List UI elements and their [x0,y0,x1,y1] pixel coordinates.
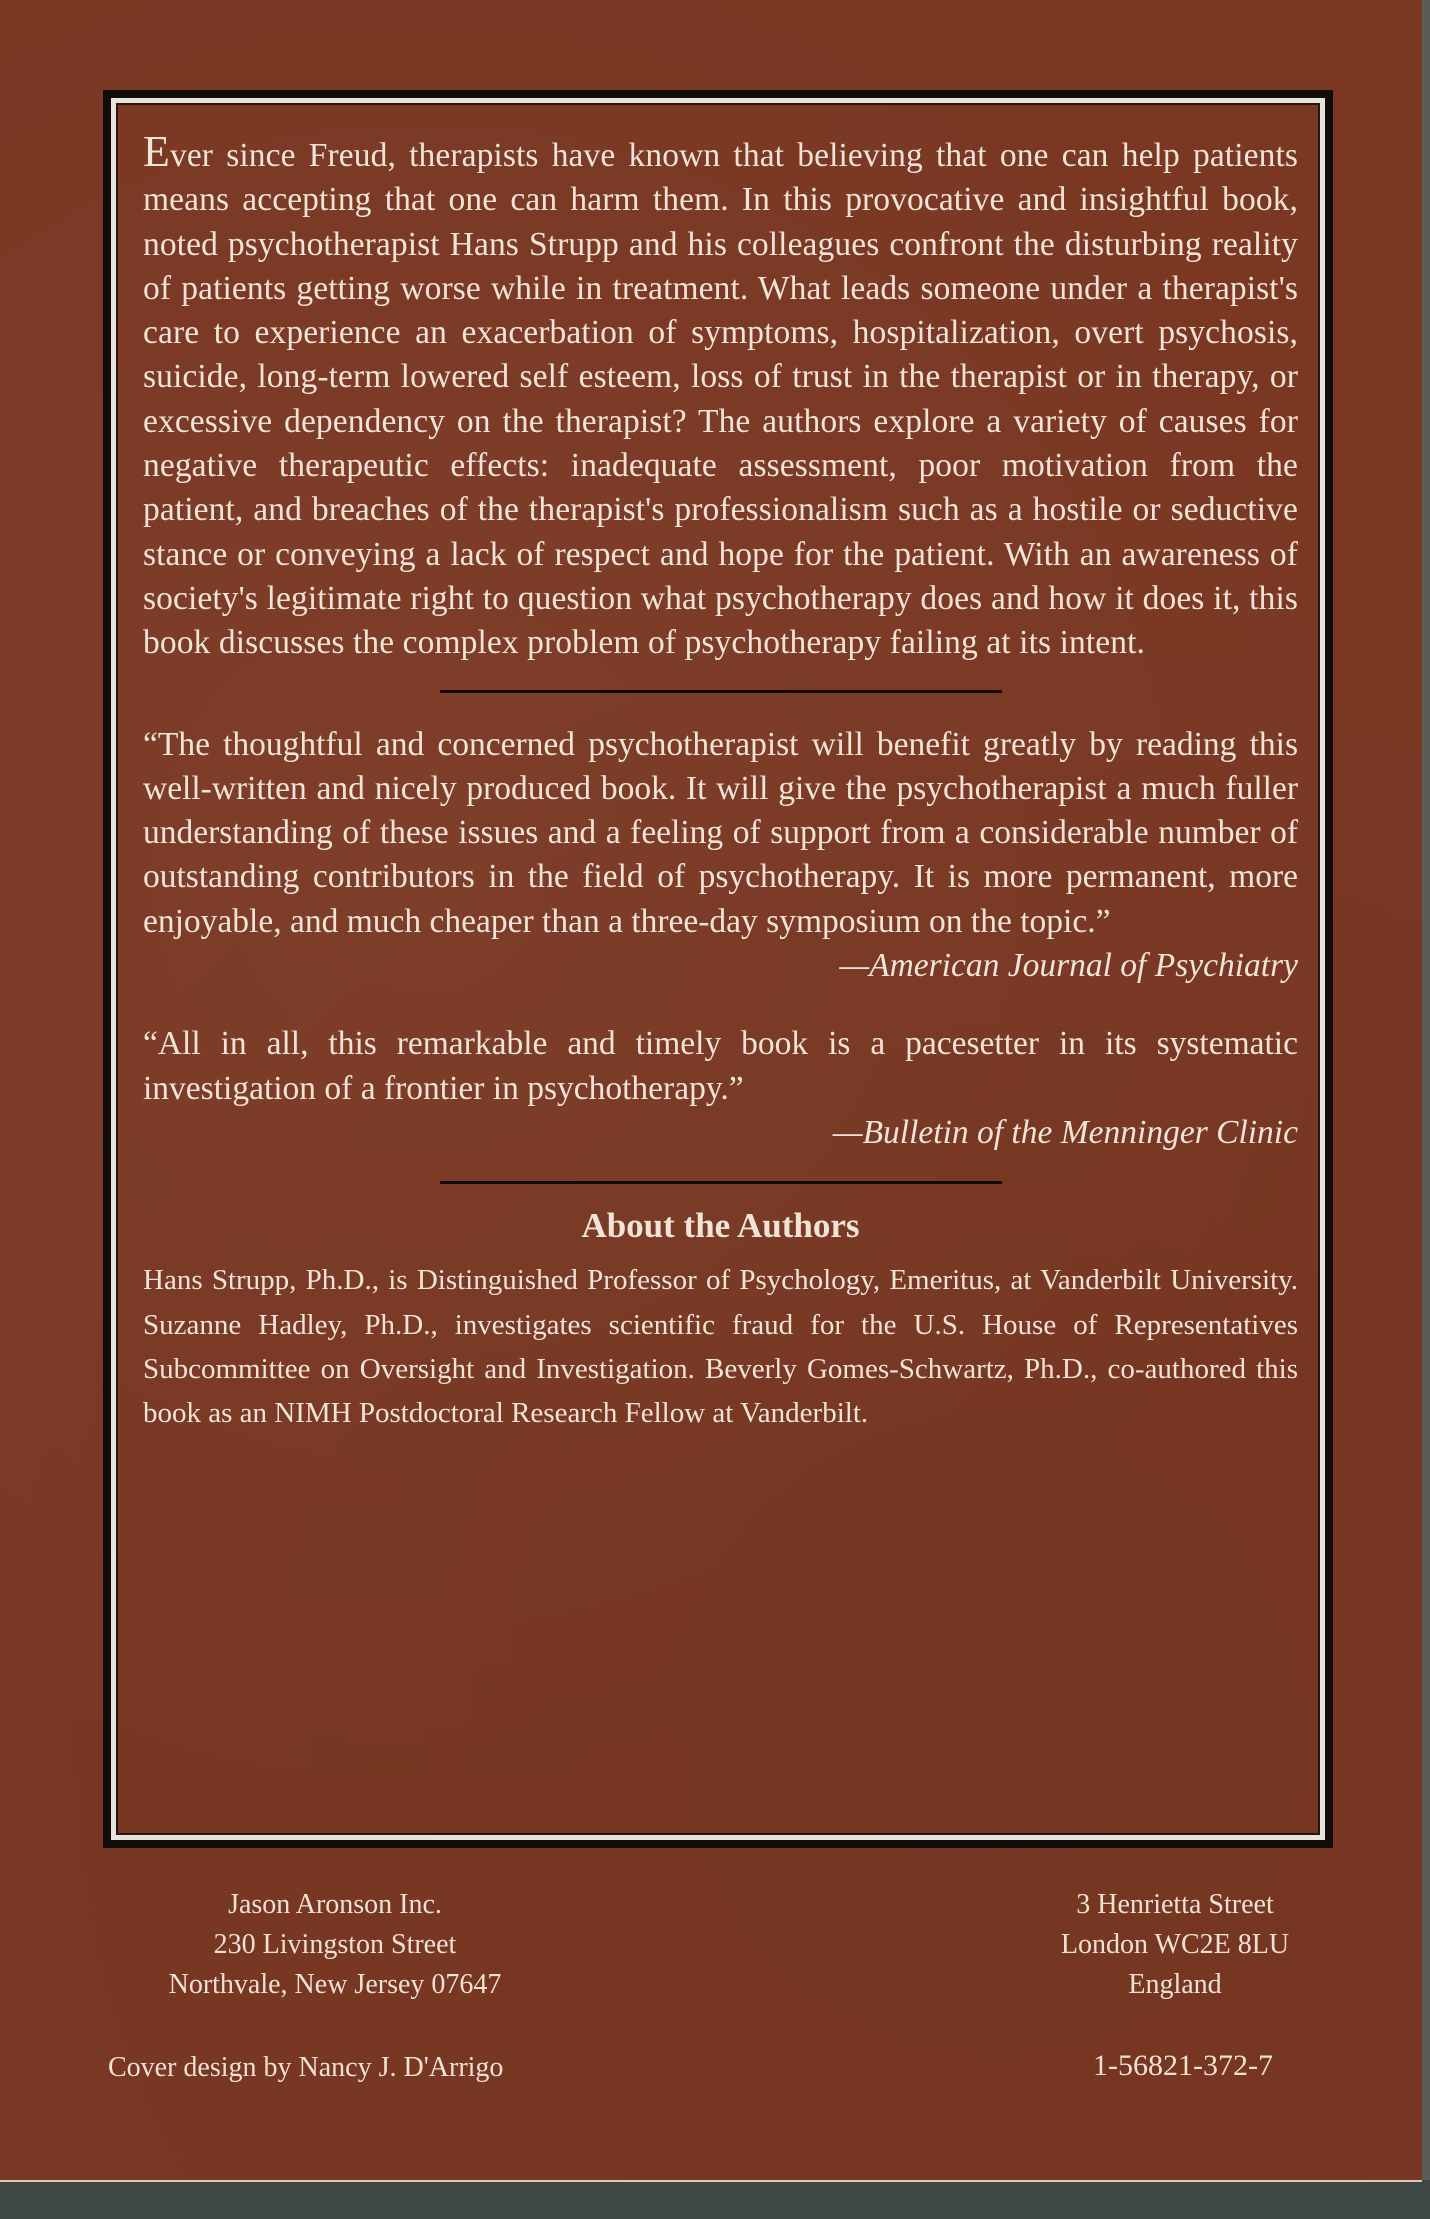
publisher-street: 230 Livingston Street [213,1929,457,1960]
about-authors-text: Hans Strupp, Ph.D., is Distinguished Professor of Psychology, Emeritus, at Vanderbilt University. Suzanne Hadley, Ph.D., investigates scientific fraud for the U.S. House of Representatives Subcommittee on Oversight and Investigation. Beverly Gomes-Schwartz, Ph.D., co-authored this book as an NIMH Postdoctoral Research Fellow at Vanderbilt. [143,1264,1298,1430]
isbn-number: 1-56821-372-7 [1093,2049,1273,2082]
description-text: ver since Freud, therapists have known that believing that one can help patients means accepting that one can harm them. In this provocative and insightful book, noted psychotherapist Hans Strupp and his colleagues confront the disturbing reality of patients getting worse while in treatment. What leads someone under a therapist's care to experience an exacerbation of symptoms, hospitalization, overt psychosis, suicide, long-term lowered self esteem, loss of trust in the therapist or in therapy, or excessive dependency on the therapist? The authors explore a variety of causes for negative therapeutic effects: inadequate assessment, poor motivation from the patient, and breaches of the therapist's professionalism such as a hostile or seductive stance or conveying a lack of respect and hope for the patient. With an awareness of society's legitimate right to question what psychotherapy does and how it does it, this book discusses the complex problem of psychotherapy failing at its intent. [143,137,1298,662]
publisher-city: Northvale, New Jersey 07647 [168,1969,502,2000]
publisher-name: Jason Aronson Inc. [228,1889,442,1920]
publisher-us-address [105,1885,565,2005]
cover-design-credit: Cover design by Nancy J. D'Arrigo [108,2052,504,2083]
section-divider [440,1181,1002,1184]
section-divider [440,690,1002,693]
uk-country: England [1128,1969,1222,2000]
review-quote-1: “The thoughtful and concerned psychotherapist will benefit greatly by reading this well-written and nicely produced book. It will give the psychotherapist a much fuller understanding of these issues and a feeling of support from a considerable number of outstanding contributors in the field of psychotherapy. It is more permanent, more enjoyable, and much cheaper than a three-day symposium on the topic.” [143,725,1298,940]
publisher-uk-address [1010,1885,1340,2005]
cover-edge [1422,0,1430,2180]
review-source-2: —Bulletin of the Menninger Clinic [832,1113,1298,1151]
about-authors-heading: About the Authors [581,1206,860,1246]
uk-street: 3 Henrietta Street [1076,1889,1274,1920]
review-source-1: —American Journal of Psychiatry [839,947,1298,985]
uk-city: London WC2E 8LU [1060,1929,1290,1960]
initial-capital: E [143,127,170,176]
review-quote-2: “All in all, this remarkable and timely book is a pacesetter in its systematic investigation of a frontier in psychotherapy.” [143,1025,1298,1107]
book-description [143,127,1298,666]
frame-content [143,127,1298,1435]
